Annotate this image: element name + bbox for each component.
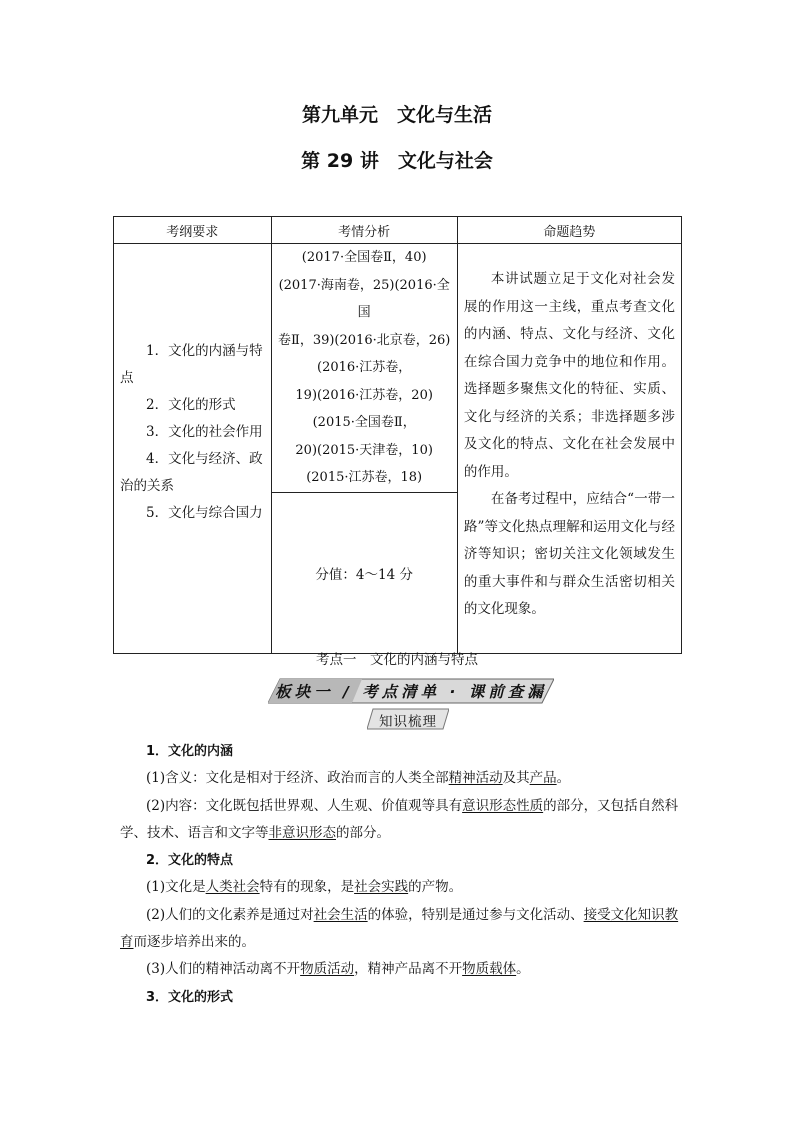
trend-cell — [457, 244, 681, 654]
paragraph: (1)文化是人类社会特有的现象，是社会实践的产物。 — [146, 879, 463, 896]
requirements-cell — [114, 244, 272, 654]
paragraph: (3)人们的精神活动离不开物质活动，精神产品离不开物质载体。 — [146, 961, 530, 978]
analysis-line: (2017·海南卷，25)(2016·全国 — [278, 277, 450, 320]
fill-blank: 意识形态性质 — [462, 797, 544, 814]
section-banner — [268, 678, 554, 704]
score-cell: 分值：4～14 分 — [271, 492, 457, 653]
section-heading: 3．文化的形式 — [146, 989, 234, 1005]
trend-paragraph: 在备考过程中，应结合“一带一路”等文化热点理解和运用文化与经济等知识；密切关注文化领域发生的重大事件和与群众生活密切相关的文化现象。 — [463, 491, 675, 617]
analysis-line: 卷Ⅱ，39)(2016·北京卷，26) — [277, 332, 451, 348]
fill-blank: 接受文化知识教育 — [120, 906, 679, 951]
analysis-line: (2016·江苏卷， — [317, 360, 412, 375]
analysis-line: 20)(2015·天津卷，10) — [295, 442, 433, 458]
paragraph: (2)内容：文化既包括世界观、人生观、价值观等具有意识形态性质的部分，又包括自然科学、技术、语言和文字等非意识形态的部分。 — [120, 797, 679, 841]
requirement-item: 5．文化与综合国力 — [146, 505, 263, 521]
fill-blank: 社会实践 — [354, 879, 409, 896]
requirement-item: 1．文化的内涵与特点 — [120, 343, 263, 386]
trend-paragraph: 本讲试题立足于文化对社会发展的作用这一主线，重点考查文化的内涵、特点、文化与经济、文化在综合国力竞争中的地位和作用。选择题多聚焦文化的特征、实质、文化与经济的关系；非选择题多涉及文化的特点、文化在社会发展中的作用。 — [463, 271, 675, 480]
paragraph: (2)人们的文化素养是通过对社会生活的体验，特别是通过参与文化活动、接受文化知识教育而逐步培养出来的。 — [120, 906, 679, 951]
analysis-cell — [271, 244, 457, 493]
fill-blank: 物质活动 — [300, 961, 355, 978]
fill-blank: 人类社会 — [205, 879, 260, 896]
fill-blank: 物质载体 — [462, 961, 517, 978]
lecture-title: 第 29 讲 文化与社会 — [301, 150, 493, 172]
analysis-line: (2017·全国卷Ⅱ，40) — [301, 250, 427, 265]
table-header-row — [114, 217, 682, 244]
knowledge-subbanner — [367, 708, 449, 730]
table-row — [114, 244, 682, 493]
section-heading: 1．文化的内涵 — [146, 744, 234, 759]
kaodian-title: 考点一 文化的内涵与特点 — [316, 652, 478, 668]
requirement-item: 4．文化与经济、政治的关系 — [120, 451, 263, 494]
banner-text: 板块一 / 考点清单 · 课前查漏 — [275, 683, 547, 701]
header-trend: 命题趋势 — [457, 217, 681, 244]
fill-blank: 社会生活 — [313, 906, 368, 923]
header-analysis: 考情分析 — [271, 217, 457, 244]
analysis-line: (2015·全国卷Ⅱ， — [312, 415, 416, 430]
header-requirements: 考纲要求 — [114, 217, 272, 244]
fill-blank: 产品 — [529, 770, 557, 787]
unit-title: 第九单元 文化与生活 — [301, 104, 492, 126]
requirement-item: 3．文化的社会作用 — [146, 424, 263, 440]
paragraph: (1)含义：文化是相对于经济、政治而言的人类全部精神活动及其产品。 — [146, 770, 571, 787]
subbanner-text: 知识梳理 — [379, 714, 437, 730]
overview-table — [113, 216, 682, 654]
knowledge-content — [120, 738, 682, 1011]
analysis-line: (2015·江苏卷，18) — [306, 470, 423, 485]
section-heading: 2．文化的特点 — [146, 853, 234, 869]
requirement-item: 2．文化的形式 — [146, 397, 236, 413]
analysis-line: 19)(2016·江苏卷，20) — [295, 387, 433, 403]
fill-blank: 精神活动 — [448, 770, 503, 787]
fill-blank: 非意识形态 — [268, 824, 336, 841]
